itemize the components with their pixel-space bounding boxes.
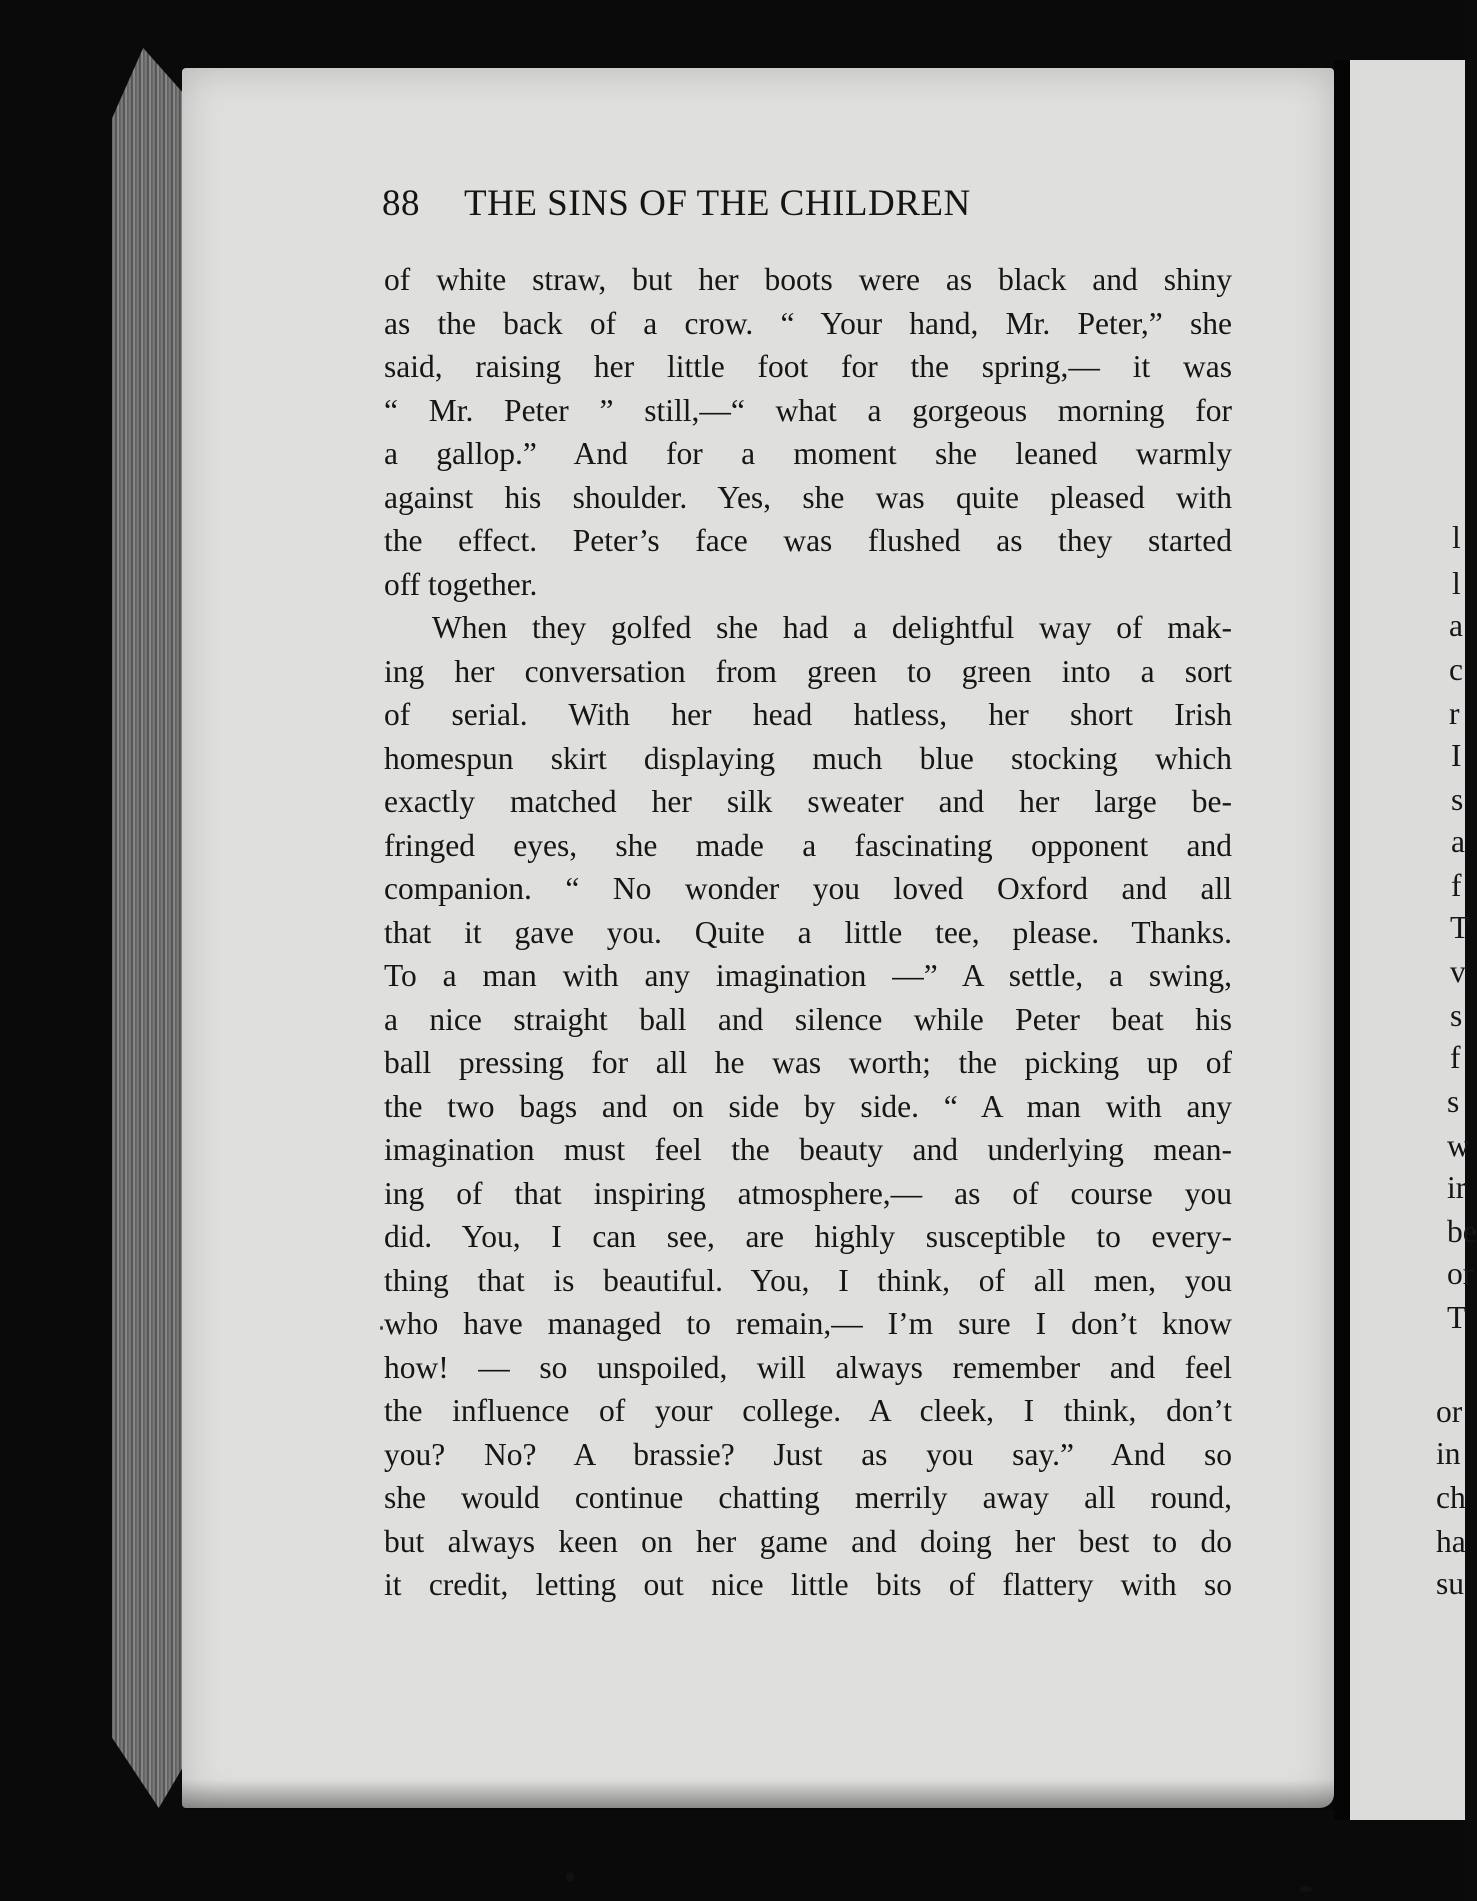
- text-line: who have managed to remain,— I’m sure I don’t know: [384, 1306, 1232, 1341]
- facing-page-fragment: or: [1436, 1394, 1463, 1429]
- text-line: homespun skirt displaying much blue stocking which: [384, 740, 1232, 776]
- text-line: “ Mr. Peter ” still,—“ what a gorgeous morning for: [384, 392, 1232, 428]
- page-bottom-shadow: [182, 1780, 1334, 1810]
- text-line: ing her conversation from green to green into a sort: [384, 653, 1232, 689]
- book-page-edges: [112, 48, 190, 1808]
- facing-page-fragment: ha: [1436, 1524, 1466, 1559]
- text-line: the two bags and on side by side. “ A man with any: [384, 1088, 1232, 1124]
- text-line: of serial. With her head hatless, her short Irish: [384, 697, 1232, 732]
- text-line: it credit, letting out nice little bits of flattery with so: [384, 1567, 1232, 1602]
- facing-page-fragment: s: [1450, 998, 1463, 1033]
- text-line: but always keen on her game and doing her best to do: [384, 1523, 1232, 1559]
- text-line: against his shoulder. Yes, she was quite pleased with: [384, 479, 1232, 515]
- text-line: a nice straight ball and silence while Peter beat his: [384, 1001, 1232, 1037]
- text-line: exactly matched her silk sweater and her large be-: [384, 784, 1232, 819]
- text-line: said, raising her little foot for the spring,— it was: [384, 349, 1232, 384]
- text-line: she would continue chatting merrily away all round,: [384, 1480, 1232, 1515]
- facing-page-fragment: s: [1451, 782, 1464, 817]
- scan-speck: [566, 1872, 574, 1882]
- text-line: ball pressing for all he was worth; the picking up of: [384, 1045, 1232, 1080]
- text-line: To a man with any imagination —” A settle, a swing,: [384, 958, 1232, 993]
- text-line: the effect. Peter’s face was flushed as they started: [384, 523, 1232, 558]
- body-text: [384, 258, 1232, 1607]
- facing-page-fragment: s: [1447, 1084, 1460, 1119]
- facing-page-fragment: w: [1447, 1128, 1470, 1163]
- running-head: [382, 182, 971, 225]
- text-line: the influence of your college. A cleek, I think, don’t: [384, 1393, 1232, 1428]
- text-line: did. You, I can see, are highly susceptible to every-: [384, 1219, 1232, 1254]
- text-line: companion. “ No wonder you loved Oxford and all: [384, 871, 1232, 906]
- facing-page-fragment: f: [1450, 1040, 1461, 1075]
- text-line: thing that is beautiful. You, I think, of all men, you: [384, 1262, 1232, 1298]
- text-line: ing of that inspiring atmosphere,— as of course you: [384, 1175, 1232, 1211]
- facing-page-fragment: in: [1436, 1436, 1461, 1471]
- book-title: THE SINS OF THE CHILDREN: [464, 183, 971, 224]
- text-line: as the back of a crow. “ Your hand, Mr. Peter,” she: [384, 305, 1232, 341]
- facing-page-fragment: T: [1447, 1300, 1467, 1335]
- facing-page-fragment: a: [1451, 824, 1465, 859]
- page-number: 88: [382, 183, 420, 224]
- facing-page-fragment: su: [1436, 1566, 1465, 1601]
- facing-page-fragment: ch: [1436, 1480, 1466, 1515]
- scan-speck: [380, 1326, 383, 1330]
- text-line: imagination must feel the beauty and underlying mean-: [384, 1132, 1232, 1167]
- text-line: fringed eyes, she made a fascinating opponent and: [384, 827, 1232, 863]
- facing-page-fragment: f: [1451, 868, 1462, 903]
- scan-speck: [1300, 1886, 1312, 1892]
- text-line: that it gave you. Quite a little tee, please. Thanks.: [384, 914, 1232, 950]
- facing-page-fragment: l: [1452, 566, 1461, 601]
- facing-page-fragment: ir: [1447, 1170, 1467, 1205]
- facing-page-fragment: or: [1447, 1256, 1474, 1291]
- facing-page-fragment: r: [1449, 696, 1460, 731]
- text-line: a gallop.” And for a moment she leaned warmly: [384, 436, 1232, 471]
- facing-page-fragment: T: [1450, 910, 1470, 945]
- facing-page-fragment: be: [1447, 1214, 1477, 1249]
- text-line: of white straw, but her boots were as black and shiny: [384, 262, 1232, 297]
- facing-page-fragment: c: [1449, 652, 1463, 687]
- facing-page-fragment: I: [1451, 738, 1462, 773]
- text-line: you? No? A brassie? Just as you say.” And so: [384, 1436, 1232, 1472]
- text-line: off together.: [384, 566, 538, 602]
- text-line: how! — so unspoiled, will always remember and feel: [384, 1349, 1232, 1385]
- facing-page-fragment: v: [1450, 954, 1466, 989]
- facing-page-fragment: a: [1449, 608, 1463, 643]
- facing-page-fragment: l: [1452, 520, 1461, 555]
- paragraph-start-line: When they golfed she had a delightful way of mak-: [432, 610, 1232, 645]
